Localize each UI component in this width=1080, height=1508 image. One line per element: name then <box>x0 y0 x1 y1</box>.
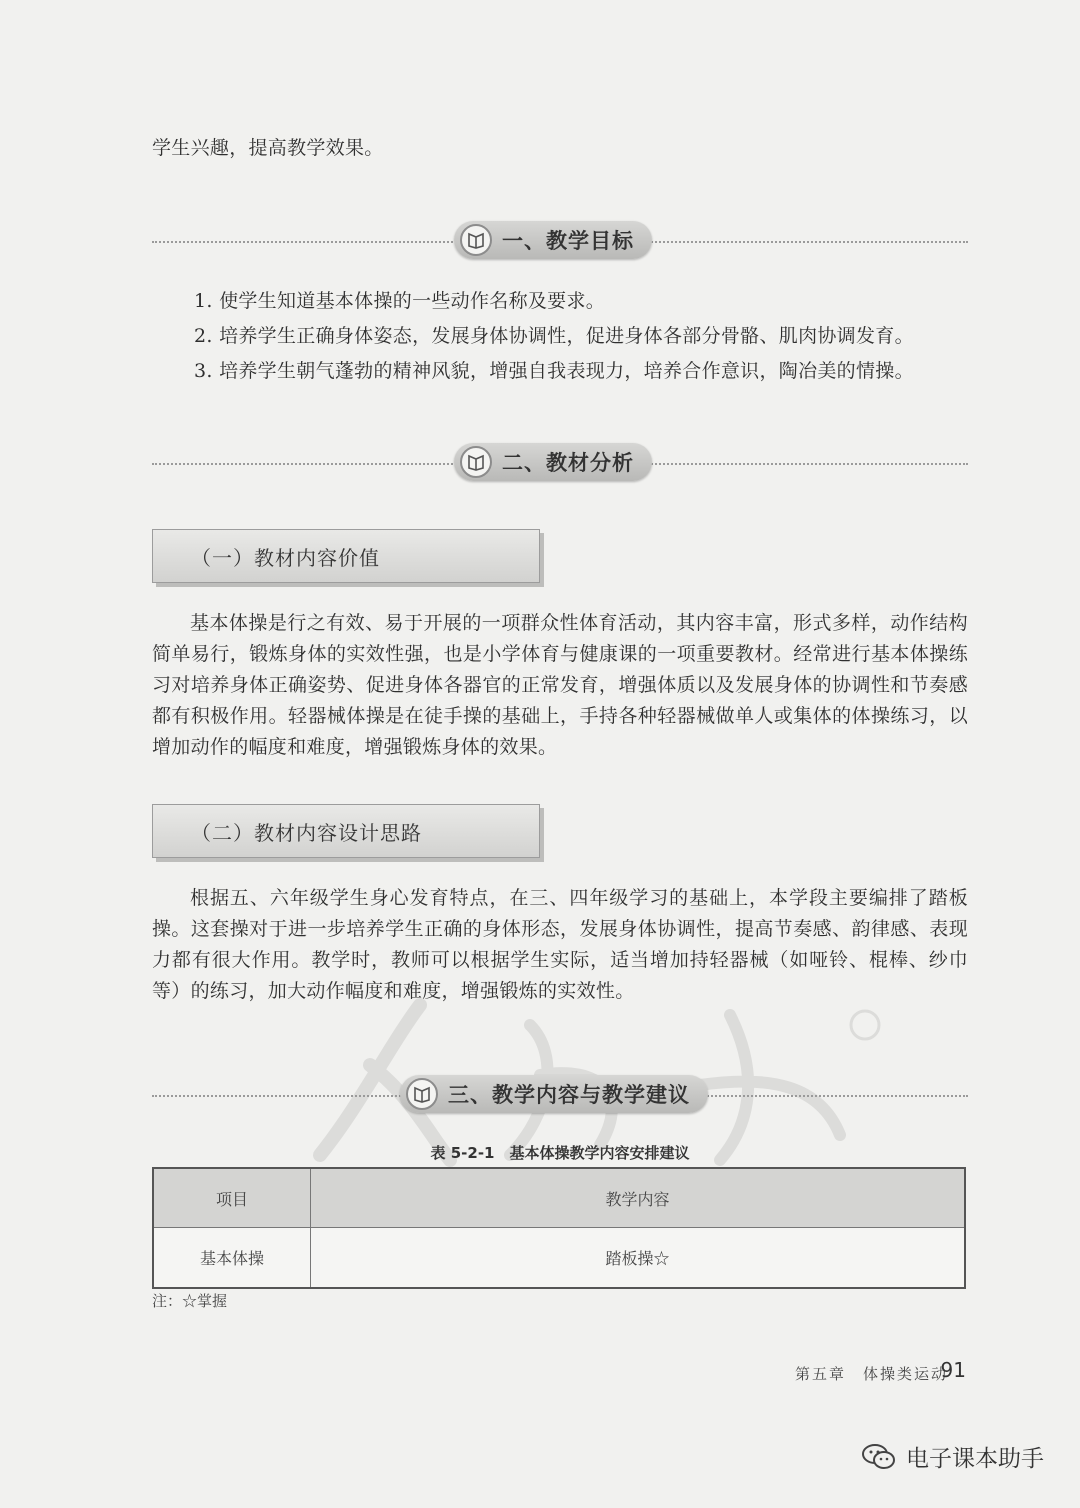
table-row <box>153 1228 965 1289</box>
table-note: 注：☆掌握 <box>152 1292 228 1310</box>
section-3-heading <box>152 1075 968 1115</box>
table-cell: 基本体操 <box>153 1228 311 1289</box>
subsection-2-heading: （二）教材内容设计思路 <box>152 804 540 858</box>
table-cell: 踏板操☆ <box>311 1228 966 1289</box>
section-2-title-pill <box>454 443 652 481</box>
section-1-title: 一、教学目标 <box>502 229 634 253</box>
wechat-icon <box>862 1443 896 1471</box>
table-header-cell: 教学内容 <box>311 1168 966 1228</box>
section-1-title-pill <box>454 221 652 259</box>
footer-chapter-title: 第五章 体操类运动 <box>794 1365 948 1383</box>
teaching-content-table <box>152 1167 966 1289</box>
section-2-title: 二、教材分析 <box>502 451 634 475</box>
objective-item-3: 3. 培养学生朝气蓬勃的精神风貌，增强自我表现力，培养合作意识，陶冶美的情操。 <box>194 360 914 382</box>
wechat-account-watermark <box>862 1440 1044 1473</box>
page-number: 91 <box>940 1358 966 1382</box>
table-header-cell: 项目 <box>153 1168 311 1228</box>
objective-item-2: 2. 培养学生正确身体姿态，发展身体协调性，促进身体各部分骨骼、肌肉协调发育。 <box>194 325 914 347</box>
section-1-heading <box>152 221 968 261</box>
table-header-row <box>153 1168 965 1228</box>
section-3-title: 三、教学内容与教学建议 <box>448 1083 690 1107</box>
subsection-1-body: 基本体操是行之有效、易于开展的一项群众性体育活动，其内容丰富，形式多样，动作结构简单易行，锻炼身体的实效性强，也是小学体育与健康课的一项重要教材。经常进行基本体操练习对培养身体正确姿势、促进身体各器官的正常发育，增强体质以及发展身体的协调性和节奏感都有积极作用。轻器械体操是在徒手操的基础上，手持各种轻器械做单人或集体的体操练习，以增加动作的幅度和难度，增强锻炼身体的效果。 <box>152 612 968 758</box>
table-caption: 表 5-2-1 基本体操教学内容安排建议 <box>430 1144 690 1162</box>
book-icon <box>406 1078 438 1110</box>
subsection-2-body: 根据五、六年级学生身心发育特点，在三、四年级学习的基础上，本学段主要编排了踏板操。这套操对于进一步培养学生正确的身体形态，发展身体协调性，提高节奏感、韵律感、表现力都有很大作用。教学时，教师可以根据学生实际，适当增加持轻器械（如哑铃、棍棒、纱巾等）的练习，加大动作幅度和难度，增强锻炼的实效性。 <box>152 887 968 1002</box>
wechat-account-name: 电子课本助手 <box>906 1446 1044 1472</box>
book-icon <box>460 446 492 478</box>
intro-tail-text: 学生兴趣，提高教学效果。 <box>152 137 384 159</box>
section-2-heading <box>152 443 968 483</box>
book-icon <box>460 224 492 256</box>
section-3-title-pill <box>400 1075 708 1113</box>
objective-item-1: 1. 使学生知道基本体操的一些动作名称及要求。 <box>194 290 606 312</box>
subsection-1-heading: （一）教材内容价值 <box>152 529 540 583</box>
